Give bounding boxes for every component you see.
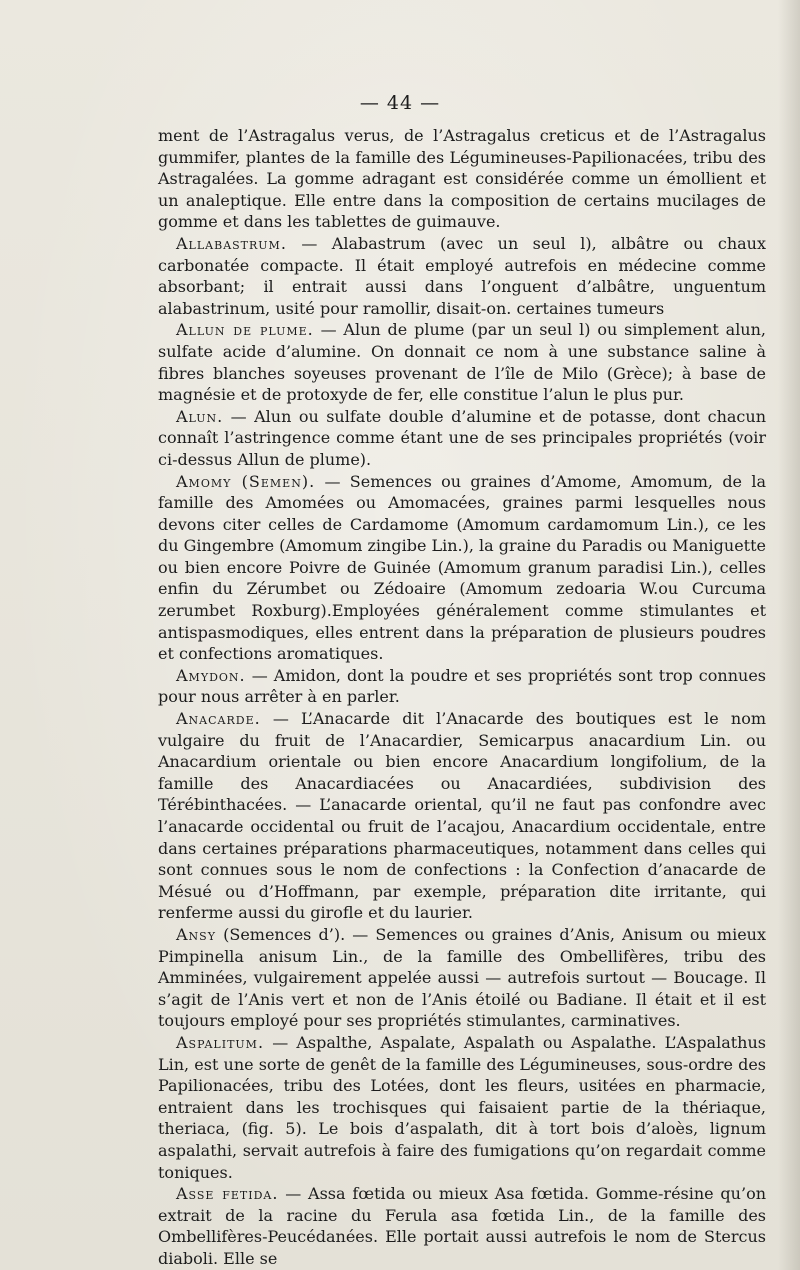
entry-allun-de-plume [158, 319, 766, 405]
page-edge-shadow [778, 0, 800, 1270]
entry-term: Ansy [176, 924, 216, 944]
entry-amydon [158, 665, 766, 708]
entry-text: (Semences d’). — Semences ou graines d’Anis, Anisum ou mieux Pimpinella anisum Lin., de la famille des Ombellifères, tribu des Amminées, vulgairement appelée aussi — autrefois surtout — Boucage. Il s’agit de l’Anis vert et non de l’Anis étoilé ou Badiane. Il était et il est toujours employé pour ses propriétés stimulantes, carminatives. [158, 924, 766, 1031]
entry-text: — Amidon, dont la poudre et ses propriétés sont trop connues pour nous arrêter à en parler. [158, 665, 766, 707]
paragraph-continuation: ment de l’Astragalus verus, de l’Astragalus creticus et de l’Astragalus gummifer, plantes de la famille des Légumineuses-Papilionacées, tribu des Astragalées. La gomme adragant est considérée comme un émollient et un analeptique. Elle entre dans la composition de certains mucilages de gomme et dans les tablettes de guimauve. [158, 126, 766, 232]
entry-allabastrum [158, 233, 766, 319]
entry-text: — Alabastrum (avec un seul l), albâtre ou chaux carbonatée compacte. Il était employé autrefois en médecine comme absorbant; il entrait aussi dans l’onguent d’albâtre, unguentum alabastrinum, usité pour ramollir, disait-on. certaines tumeurs [158, 233, 766, 318]
entry-term: Allabastrum. [176, 233, 287, 253]
entry-term: Amydon. [176, 665, 246, 685]
entry-text: — Assa fœtida ou mieux Asa fœtida. Gomme-résine qu’on extrait de la racine du Ferula asa fœtida Lin., de la famille des Ombellifères-Peucédanées. Elle portait aussi autrefois le nom de Stercus diaboli. Elle se [158, 1184, 767, 1268]
body-text [158, 125, 766, 1269]
entry-text: — L’Anacarde dit l’Anacarde des boutiques est le nom vulgaire du fruit de l’Anacardier, Semicarpus anacardium Lin. ou Anacardium orientale ou bien encore Anacardium longifolium, de la famille des Anacardiacées ou Anacardiées, subdivision des Térébinthacées. — L’anacarde oriental, qu’il ne faut pas confondre avec l’anacarde occidental ou fruit de l’acajou, Anacardium occidentale, entre dans certaines préparations pharmaceutiques, notamment dans celles qui sont connues sous le nom de confections : la Confection d’anacarde de Mésué ou d’Hoffmann, par exemple, préparation dite irritante, qui renferme aussi du girofle et du laurier. [158, 709, 766, 923]
entry-text: — Alun de plume (par un seul l) ou simplement alun, sulfate acide d’alumine. On donnait ce nom à une substance saline à fibres blanches soyeuses provenant de l’île de Milo (Grèce); à base de magnésie et de protoxyde de fer, elle constitue l’alun le plus pur. [158, 320, 767, 405]
entry-text: — Semences ou graines d’Amome, Amomum, de la famille des Amomées ou Amomacées, graines parmi lesquelles nous devons citer celles de Cardamome (Amomum cardamomum Lin.), ce les du Gingembre (Amomum zingibe Lin.), la graine du Paradis ou Maniguette ou bien encore Poivre de Guinée (Amomum granum paradisi Lin.), celles enfin du Zérumbet ou Zédoaire (Amomum zedoaria W.ou Curcuma zerumbet Roxburg).Employées généralement comme stimulantes et antispasmodiques, elles entrent dans la préparation de plusieurs poudres et confections aromatiques. [158, 471, 766, 664]
entry-amomy [158, 471, 766, 665]
entry-ansy [158, 924, 766, 1032]
page-number: — 44 — [359, 92, 441, 114]
entry-term: Alun. [176, 406, 224, 426]
entry-term: Asse fetida. [176, 1184, 279, 1204]
entry-aspalitum [158, 1032, 766, 1183]
entry-alun [158, 406, 766, 471]
entry-anacarde [158, 708, 766, 924]
entry-text: — Aspalthe, Aspalate, Aspalath ou Aspalathe. L’Aspalathus Lin, est une sorte de genêt de la famille des Légumineuses, sous-ordre des Papilionacées, tribu des Lotées, dont les fleurs, usitées en pharmacie, entraient dans les trochisques qui faisaient partie de la thériaque, theriaca, (fig. 5). Le bois d’aspalath, dit à tort bois d’aloès, lignum aspalathi, servait autrefois à faire des fumigations qu’on regardait comme toniques. [158, 1032, 766, 1182]
entry-term: Aspalitum. [176, 1032, 265, 1052]
entry-term: Allun de plume. [176, 320, 314, 340]
entry-term: Anacarde. [176, 709, 261, 729]
entry-asse-fetida [158, 1183, 766, 1269]
entry-term: Amomy (Semen). [176, 471, 316, 491]
entry-text: — Alun ou sulfate double d’alumine et de potasse, dont chacun connaît l’astringence comme étant une de ses principales propriétés (voir ci-dessus Allun de plume). [158, 406, 766, 469]
